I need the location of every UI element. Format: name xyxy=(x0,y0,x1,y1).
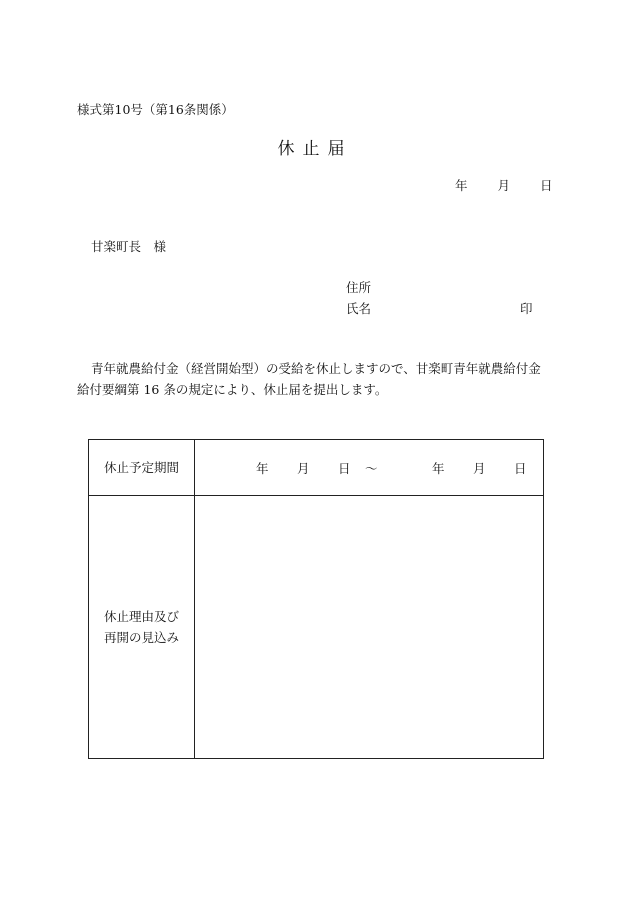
period-start-month: 月 xyxy=(297,461,310,476)
period-end-year: 年 xyxy=(432,461,445,476)
reason-label-line2: 再開の見込み xyxy=(103,630,179,645)
date-line xyxy=(455,176,553,194)
date-year-unit: 年 xyxy=(455,178,468,193)
name-label: 氏名 xyxy=(346,301,372,316)
seal-mark: 印 xyxy=(520,301,533,316)
addressee: 甘楽町長 様 xyxy=(91,239,167,254)
reason-value[interactable] xyxy=(195,496,544,759)
form-number: 様式第10号（第16条関係） xyxy=(77,102,234,117)
address-label: 住所 xyxy=(346,280,372,295)
date-month-unit: 月 xyxy=(497,178,511,193)
date-day-unit: 日 xyxy=(540,178,553,193)
period-end-month: 月 xyxy=(473,461,486,476)
form-table xyxy=(88,439,544,759)
period-start-day: 日 xyxy=(338,461,351,476)
period-value[interactable] xyxy=(195,440,544,496)
document-title: 休止届 xyxy=(277,139,353,159)
period-start-year: 年 xyxy=(256,461,269,476)
reason-label-line1: 休止理由及び xyxy=(103,609,179,624)
table-row-reason xyxy=(89,496,544,759)
body-text: 青年就農給付金（経営開始型）の受給を休止しますので、甘楽町青年就農給付金給付要綱第 16 条の規定により、休止届を提出します。 xyxy=(77,361,541,397)
period-end-day: 日 xyxy=(514,461,527,476)
reason-label xyxy=(89,496,195,759)
table-row-period xyxy=(89,440,544,496)
period-label: 休止予定期間 xyxy=(89,440,195,496)
period-separator: ～ xyxy=(365,461,378,476)
